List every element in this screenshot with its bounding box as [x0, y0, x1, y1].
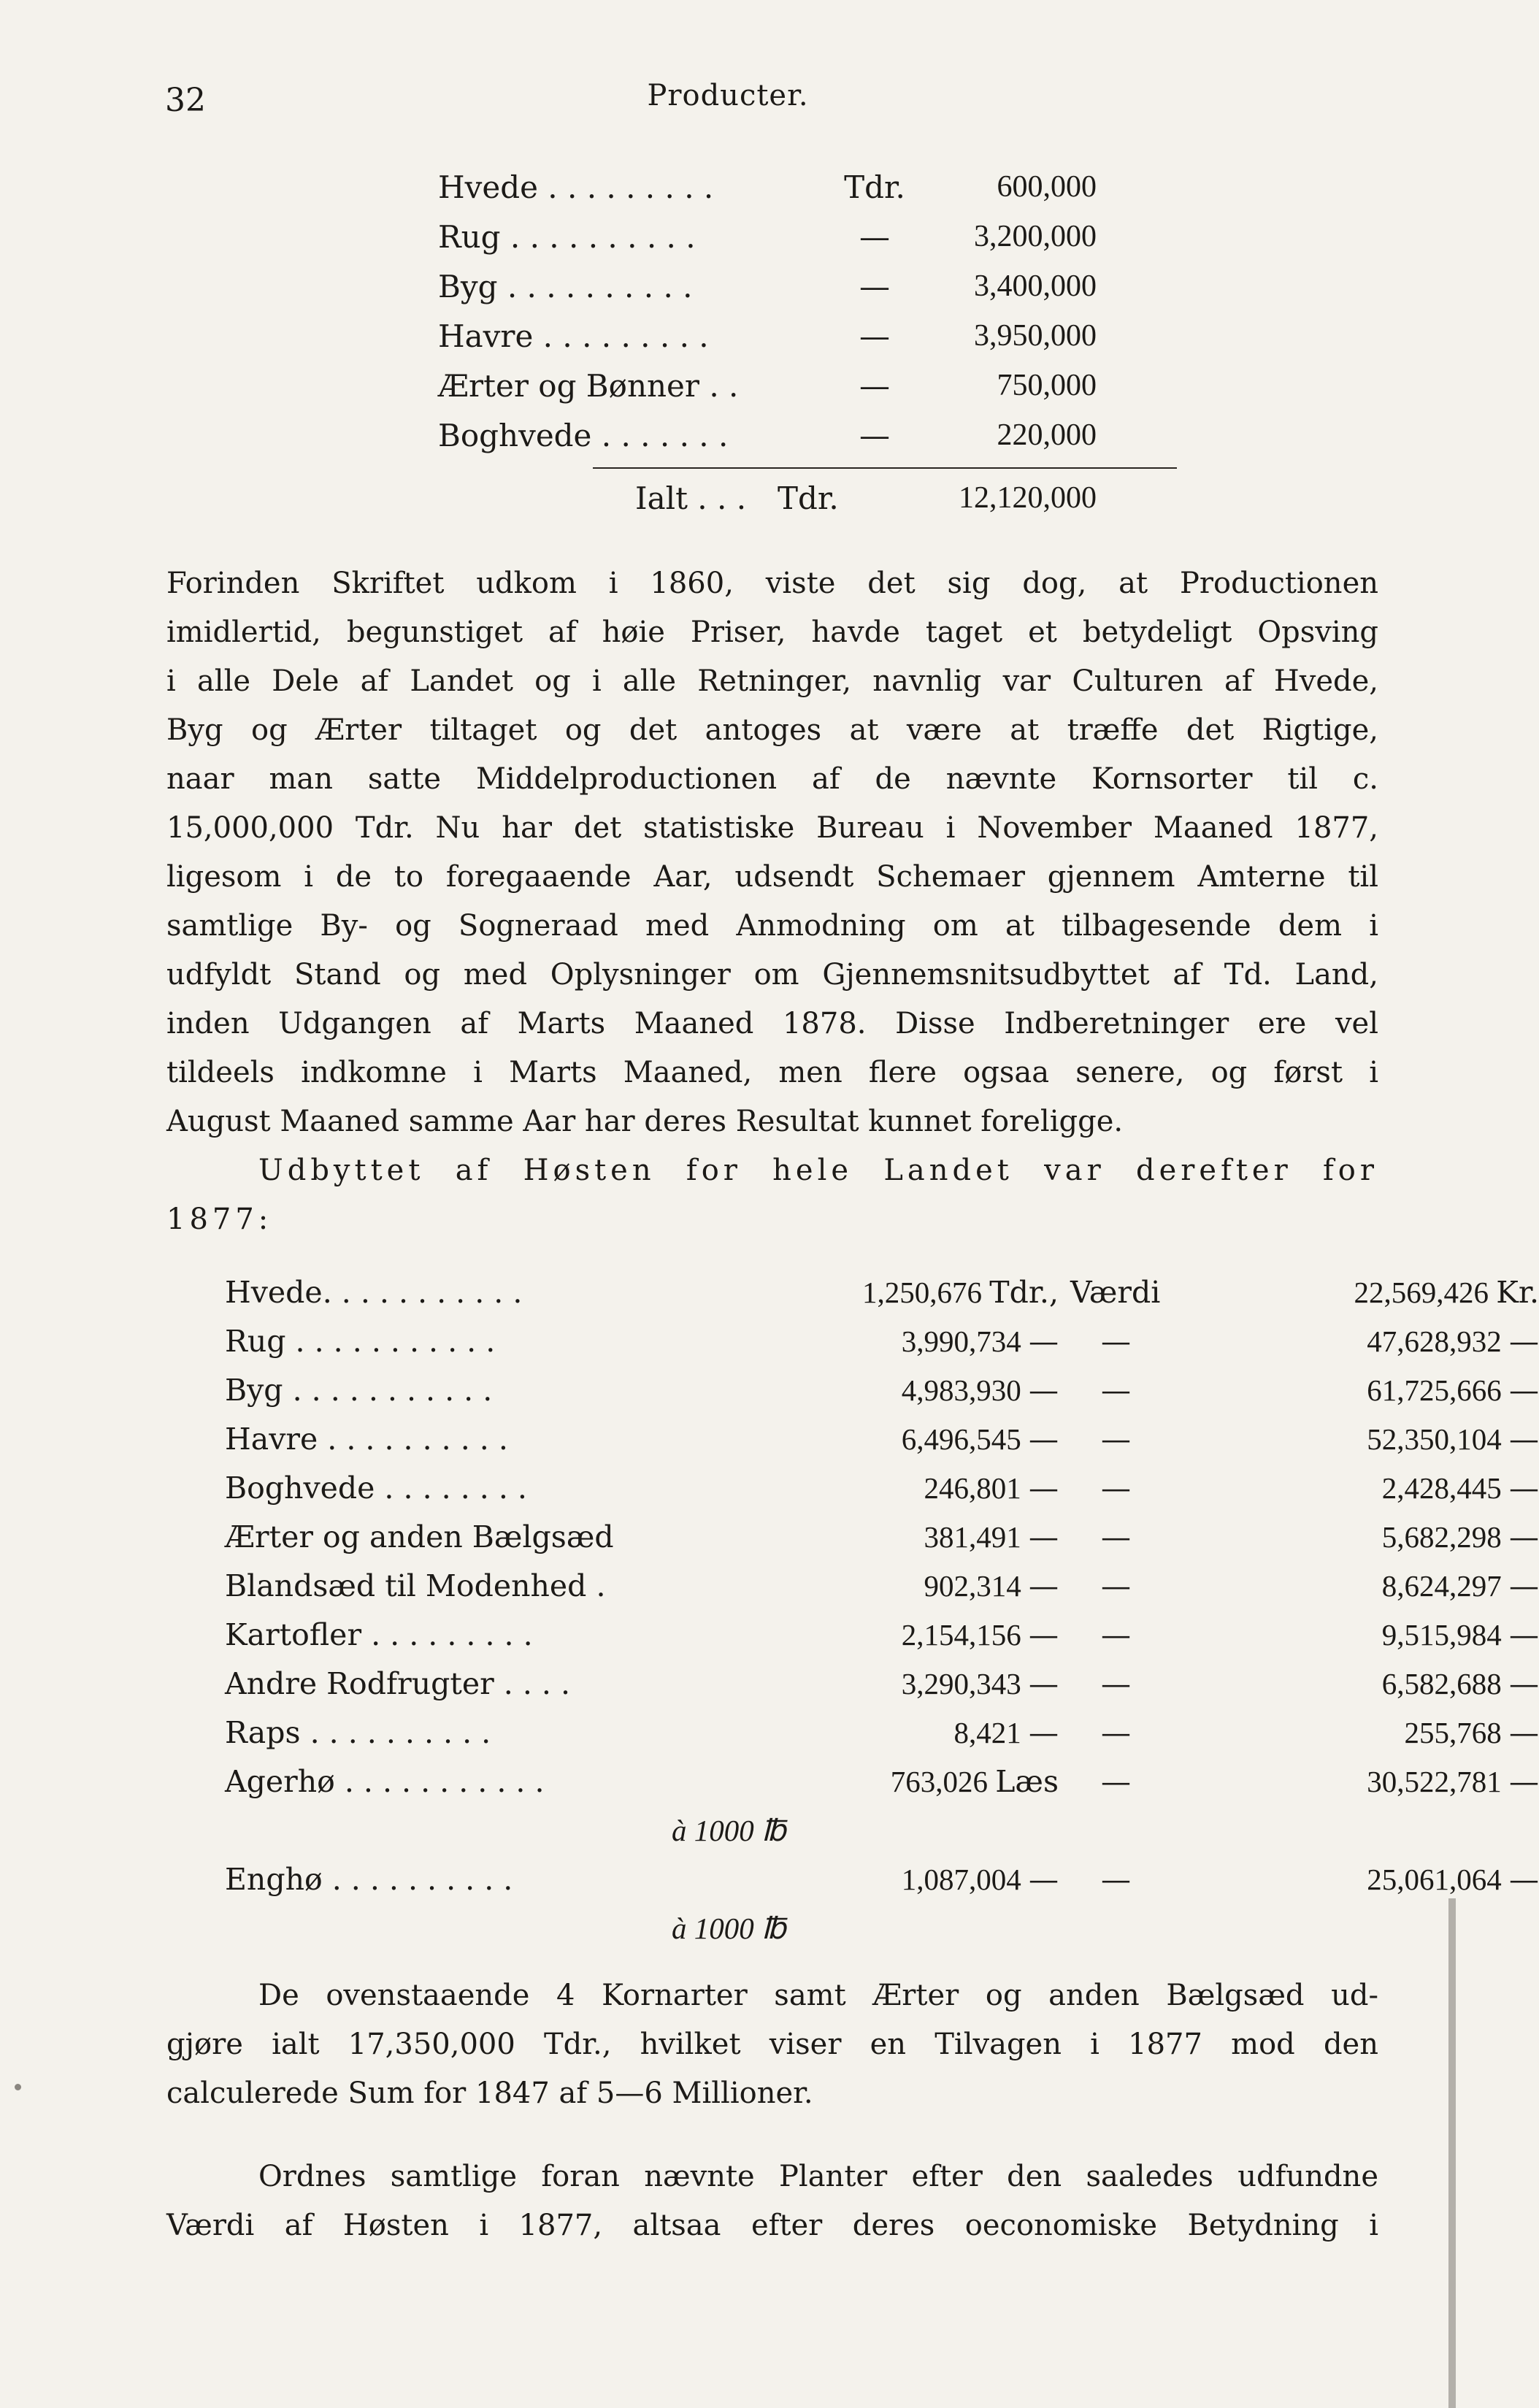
value: [1167, 1519, 1539, 1554]
value-unit: —: [1509, 1519, 1539, 1554]
table-row: [225, 1715, 1539, 1764]
running-head: Producter.: [647, 79, 809, 112]
table-row: [225, 1666, 1539, 1715]
amount-unit: —: [1029, 1617, 1059, 1652]
value-number: 255,768: [1404, 1716, 1502, 1749]
paper-speck: [15, 2084, 21, 2090]
amount: [648, 1568, 1059, 1603]
value-unit: —: [1509, 1373, 1539, 1408]
amount: [648, 1519, 1059, 1554]
weight-note: à 1000 ℔: [672, 1814, 786, 1847]
table-row: [225, 1764, 1539, 1813]
unit: Tdr.: [844, 169, 905, 205]
value-number: 30,522,781: [1367, 1765, 1502, 1798]
value-label: —: [1101, 1471, 1131, 1506]
crop-label: Hvede . . . . . . . . .: [438, 169, 714, 205]
amount: [648, 1471, 1059, 1506]
value-unit: —: [1509, 1471, 1539, 1506]
value-number: 9,515,984: [1381, 1618, 1502, 1652]
crop-label: Havre . . . . . . . . . .: [225, 1422, 508, 1457]
value-label: —: [1101, 1764, 1131, 1799]
crop-label: Kartofler . . . . . . . . .: [225, 1617, 533, 1652]
crop-label: Hvede. . . . . . . . . . .: [225, 1275, 523, 1310]
text-line: inden Udgangen af Marts Maaned 1878. Disse Indberetninger ere vel: [166, 1007, 1378, 1040]
table-row: [438, 368, 1175, 418]
table-row: [225, 1617, 1539, 1666]
value-number: 52,350,104: [1367, 1422, 1502, 1456]
body-paragraph: [166, 1971, 1378, 2118]
value-label: —: [1101, 1666, 1131, 1701]
crop-label: Rug . . . . . . . . . .: [438, 219, 696, 255]
amount: [648, 1764, 1059, 1799]
value-number: 2,428,445: [1381, 1471, 1502, 1505]
intro-line: Udbyttet af Høsten for hele Landet var derefter for: [258, 1154, 1378, 1187]
unit: —: [859, 418, 890, 453]
amount-value: 3,290,343: [901, 1667, 1021, 1700]
value-label: —: [1101, 1324, 1131, 1359]
table-row: [225, 1422, 1539, 1471]
crop-label: Blandsæd til Modenhed .: [225, 1568, 606, 1603]
intro-year: 1877:: [166, 1203, 273, 1236]
amount-unit: —: [1029, 1324, 1059, 1359]
value: [1167, 1471, 1539, 1506]
amount-value: 4,983,930: [901, 1373, 1021, 1407]
value-unit: —: [1509, 1324, 1539, 1359]
crop-label: Raps . . . . . . . . . .: [225, 1715, 491, 1750]
amount-value: 6,496,545: [901, 1422, 1021, 1456]
total-rule: [593, 467, 1177, 469]
page-number: 32: [165, 82, 206, 119]
amount: 600,000: [997, 170, 1097, 204]
amount-value: 2,154,156: [901, 1618, 1021, 1652]
amount-unit: —: [1029, 1519, 1059, 1554]
table-row: [225, 1324, 1539, 1373]
amount-unit: Tdr.,: [989, 1275, 1059, 1310]
text-line: De ovenstaaende 4 Kornarter samt Ærter og anden Bælgsæd ud-: [258, 1979, 1378, 2012]
value-unit: —: [1509, 1715, 1539, 1750]
text-line: 15,000,000 Tdr. Nu har det statistiske Bureau i November Maaned 1877,: [166, 811, 1378, 845]
text-line: calculerede Sum for 1847 af 5—6 Millioner.: [166, 2077, 813, 2110]
value: [1167, 1568, 1539, 1603]
text-line: samtlige By- og Sogneraad med Anmodning om at tilbagesende dem i: [166, 909, 1378, 943]
value-number: 6,582,688: [1381, 1667, 1502, 1700]
value-label: —: [1101, 1519, 1131, 1554]
text-line: naar man satte Middelproductionen af de nævnte Kornsorter til c.: [166, 762, 1378, 796]
unit: —: [859, 318, 890, 354]
total-value: 12,120,000: [959, 481, 1097, 515]
value: [1167, 1666, 1539, 1701]
weight-note: à 1000 ℔: [672, 1912, 786, 1945]
text-line: i alle Dele af Landet og i alle Retninger, navnlig var Culturen af Hvede,: [166, 664, 1378, 698]
text-line: Ordnes samtlige foran nævnte Planter efter den saaledes udfundne: [258, 2160, 1378, 2193]
total-label: Ialt . . .: [635, 480, 747, 516]
table-subrow: [225, 1911, 1364, 1960]
table-row: [225, 1568, 1539, 1617]
value-unit: —: [1509, 1617, 1539, 1652]
value-label: —: [1101, 1715, 1131, 1750]
table-row: [225, 1373, 1539, 1422]
table-row: [225, 1862, 1539, 1911]
crop-label: Boghvede . . . . . . . .: [225, 1471, 527, 1506]
value-number: 47,628,932: [1367, 1324, 1502, 1358]
crop-label: Ærter og Bønner . .: [438, 368, 739, 404]
amount-value: 3,990,734: [901, 1324, 1021, 1358]
amount-unit: —: [1029, 1422, 1059, 1457]
unit: —: [859, 269, 890, 304]
amount-value: 8,421: [953, 1716, 1021, 1749]
amount: 3,400,000: [974, 269, 1097, 303]
body-paragraph: [166, 559, 1378, 1244]
text-line: tildeels indkomne i Marts Maaned, men flere ogsaa senere, og først i: [166, 1056, 1378, 1089]
amount: [648, 1422, 1059, 1457]
amount: 3,950,000: [974, 319, 1097, 353]
amount-unit: —: [1029, 1862, 1059, 1897]
value-unit: —: [1509, 1666, 1539, 1701]
total-unit: Tdr.: [778, 480, 839, 516]
value-label: —: [1101, 1373, 1131, 1408]
value: [1167, 1324, 1539, 1359]
amount-value: 1,087,004: [901, 1863, 1021, 1896]
amount-value: 1,250,676: [861, 1276, 982, 1309]
value-unit: —: [1509, 1422, 1539, 1457]
table-row: [225, 1471, 1539, 1519]
amount-value: 381,491: [924, 1520, 1021, 1554]
crop-label: Byg . . . . . . . . . . .: [225, 1373, 493, 1408]
value-label: Værdi: [1070, 1275, 1161, 1310]
amount: [648, 1617, 1059, 1652]
amount: [648, 1324, 1059, 1359]
unit: —: [859, 219, 890, 255]
table-row: [438, 219, 1175, 269]
value-number: 22,569,426: [1354, 1276, 1489, 1309]
table-row: [438, 318, 1175, 368]
value-label: —: [1101, 1422, 1131, 1457]
value-label: —: [1101, 1617, 1131, 1652]
amount-unit: —: [1029, 1715, 1059, 1750]
amount-unit: —: [1029, 1471, 1059, 1506]
amount-value: 763,026: [890, 1765, 988, 1798]
amount-unit: —: [1029, 1568, 1059, 1603]
text-line: gjøre ialt 17,350,000 Tdr., hvilket viser en Tilvagen i 1877 mod den: [166, 2028, 1378, 2061]
crop-label: Rug . . . . . . . . . . .: [225, 1324, 496, 1359]
crop-label: Ærter og anden Bælgsæd: [225, 1519, 614, 1554]
amount: [648, 1862, 1059, 1897]
text-line: ligesom i de to foregaaende Aar, udsendt Schemaer gjennem Amterne til: [166, 860, 1378, 894]
amount-value: 902,314: [924, 1569, 1021, 1603]
crop-label: Agerhø . . . . . . . . . . .: [225, 1764, 545, 1799]
amount-unit: Læs: [995, 1764, 1059, 1799]
amount: 3,200,000: [974, 220, 1097, 253]
text-line: Værdi af Høsten i 1877, altsaa efter deres oeconomiske Betydning i: [166, 2209, 1378, 2242]
value: [1167, 1275, 1539, 1310]
production-table: [438, 169, 1175, 532]
value: [1167, 1862, 1539, 1897]
value: [1167, 1715, 1539, 1750]
crop-label: Andre Rodfrugter . . . .: [225, 1666, 570, 1701]
amount-value: 246,801: [924, 1471, 1021, 1505]
amount: [648, 1715, 1059, 1750]
crop-label: Havre . . . . . . . . .: [438, 318, 709, 354]
text-line: imidlertid, begunstiget af høie Priser, havde taget et betydeligt Opsving: [166, 616, 1378, 649]
value-number: 25,061,064: [1367, 1863, 1502, 1896]
value: [1167, 1422, 1539, 1457]
table-row: [438, 269, 1175, 318]
value-number: 61,725,666: [1367, 1373, 1502, 1407]
unit: —: [859, 368, 890, 404]
page-edge-shadow: [1448, 1898, 1456, 2408]
value-number: 5,682,298: [1381, 1520, 1502, 1554]
text-line: Byg og Ærter tiltaget og det antoges at være at træffe det Rigtige,: [166, 713, 1378, 747]
table-row: [225, 1275, 1539, 1324]
value-unit: —: [1509, 1568, 1539, 1603]
text-line: Forinden Skriftet udkom i 1860, viste det sig dog, at Productionen: [166, 567, 1378, 600]
total-row: [438, 480, 1175, 532]
amount: [648, 1666, 1059, 1701]
amount: 750,000: [997, 369, 1097, 402]
crop-label: Enghø . . . . . . . . . .: [225, 1862, 513, 1897]
crop-label: Byg . . . . . . . . . .: [438, 269, 693, 304]
amount: [648, 1275, 1059, 1310]
amount: 220,000: [997, 418, 1097, 452]
value-label: —: [1101, 1568, 1131, 1603]
table-row: [438, 418, 1175, 467]
value: [1167, 1764, 1539, 1799]
table-row: [438, 169, 1175, 219]
value-unit: —: [1509, 1764, 1539, 1799]
text-line: August Maaned samme Aar har deres Resultat kunnet foreligge.: [166, 1105, 1124, 1138]
amount-unit: —: [1029, 1373, 1059, 1408]
value: [1167, 1373, 1539, 1408]
value-label: —: [1101, 1862, 1131, 1897]
table-subrow: [225, 1813, 1364, 1862]
text-line: udfyldt Stand og med Oplysninger om Gjennemsnitsudbyttet af Td. Land,: [166, 958, 1378, 992]
amount-unit: —: [1029, 1666, 1059, 1701]
amount: [648, 1373, 1059, 1408]
harvest-table: [225, 1275, 1539, 1960]
table-row: [225, 1519, 1539, 1568]
crop-label: Boghvede . . . . . . .: [438, 418, 729, 453]
body-paragraph: [166, 2152, 1378, 2250]
value-number: 8,624,297: [1381, 1569, 1502, 1603]
value-unit: —: [1509, 1862, 1539, 1897]
value-unit: Kr.: [1496, 1275, 1539, 1310]
value: [1167, 1617, 1539, 1652]
